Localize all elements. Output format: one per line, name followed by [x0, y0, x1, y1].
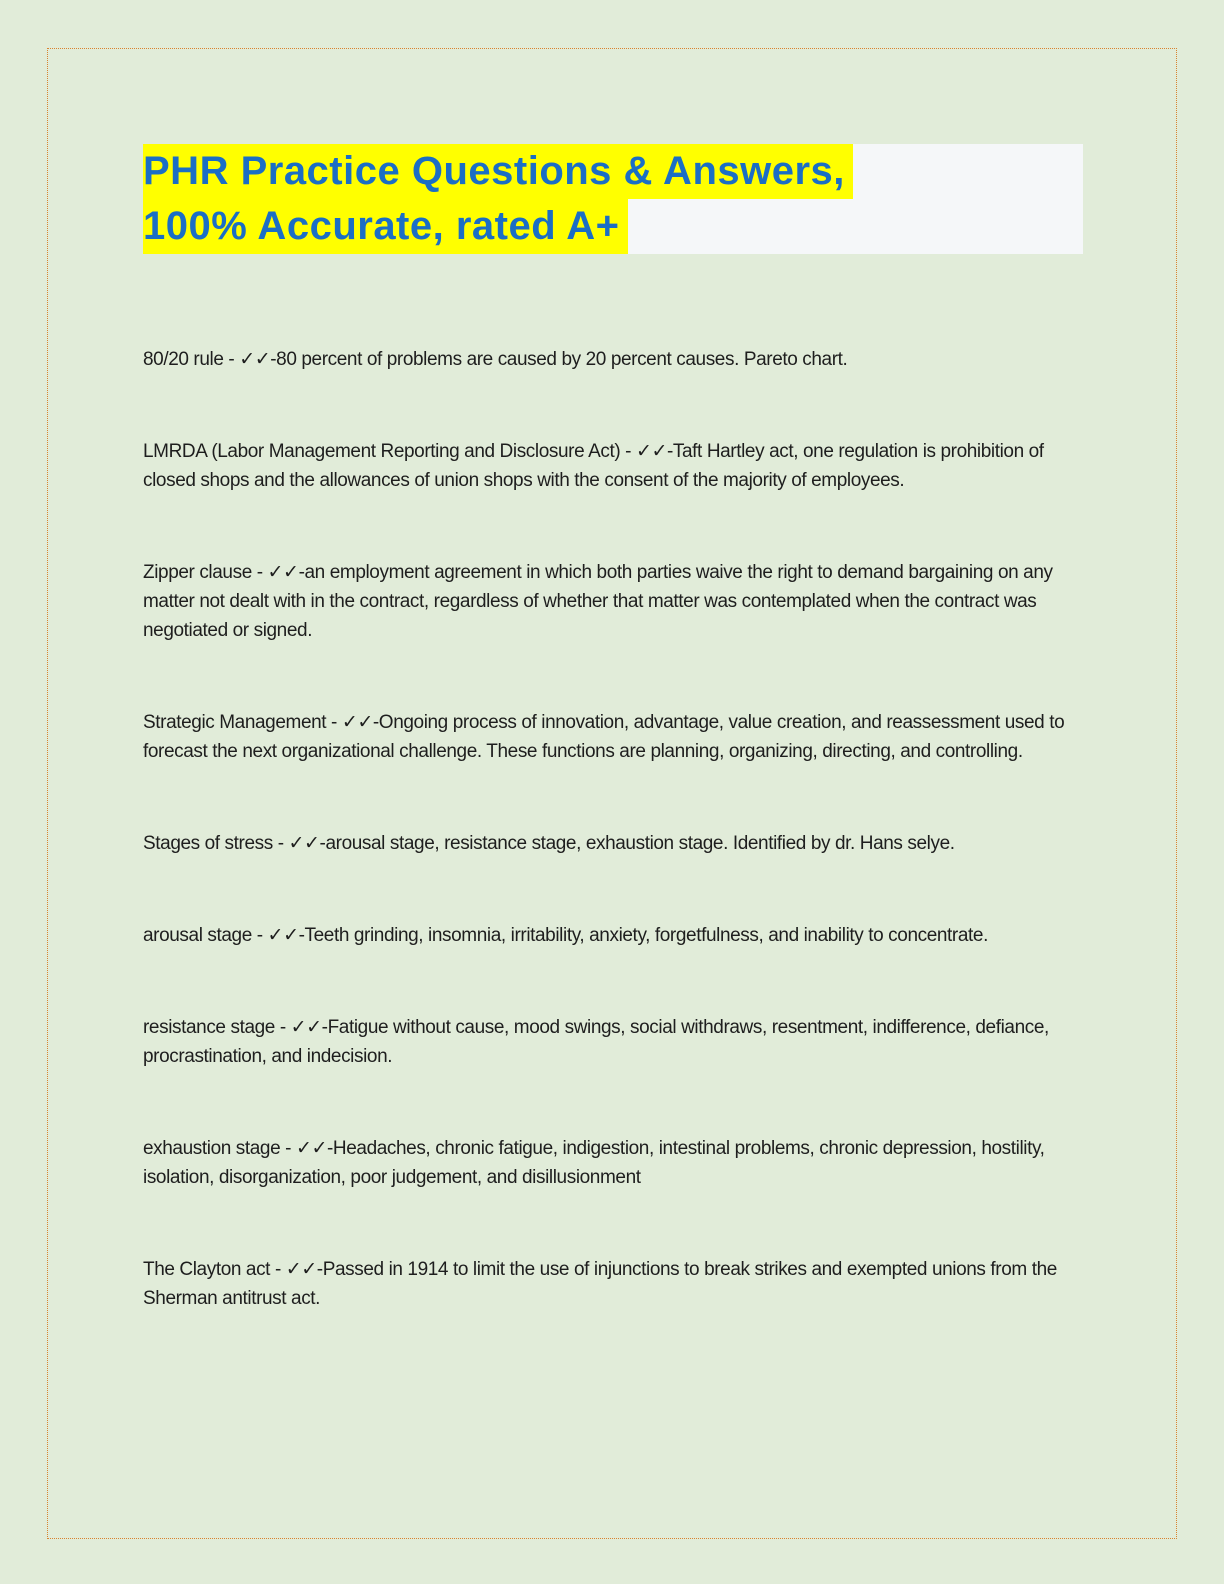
qa-item: resistance stage - ✓✓-Fatigue without cause, mood swings, social withdraws, resentment, indifference, defiance, procrastination, and indecision. [143, 1017, 1049, 1067]
qa-item: Strategic Management - ✓✓-Ongoing process of innovation, advantage, value creation, and reassessment used to forecast the next organizational challenge. These functions are planning, organizing, directing, and controlling. [143, 712, 1065, 762]
qa-item: The Clayton act - ✓✓-Passed in 1914 to limit the use of injunctions to break strikes and exempted unions from the Sherman antitrust act. [143, 1259, 1057, 1309]
qa-item: Zipper clause - ✓✓-an employment agreement in which both parties waive the right to demand bargaining on any matter not dealt with in the contract, regardless of whether that matter was contemplated when the contract was negotiated or signed. [143, 562, 1053, 641]
page-title-line-1: PHR Practice Questions & Answers, [143, 144, 853, 199]
qa-item: 80/20 rule - ✓✓-80 percent of problems are caused by 20 percent causes. Pareto chart. [143, 349, 848, 370]
qa-list [143, 345, 1091, 1376]
qa-item: exhaustion stage - ✓✓-Headaches, chronic fatigue, indigestion, intestinal problems, chronic depression, hostility, isolation, disorganization, poor judgement, and disillusionment [143, 1138, 1045, 1188]
qa-item: Stages of stress - ✓✓-arousal stage, resistance stage, exhaustion stage. Identified by dr. Hans selye. [143, 833, 955, 854]
page-title-line-2: 100% Accurate, rated A+ [143, 199, 628, 254]
qa-item: LMRDA (Labor Management Reporting and Disclosure Act) - ✓✓-Taft Hartley act, one regulation is prohibition of closed shops and the allowances of union shops with the consent of the majority of employees. [143, 441, 1044, 491]
page-title [143, 144, 1083, 254]
qa-item: arousal stage - ✓✓-Teeth grinding, insomnia, irritability, anxiety, forgetfulness, and inability to concentrate. [143, 925, 988, 946]
